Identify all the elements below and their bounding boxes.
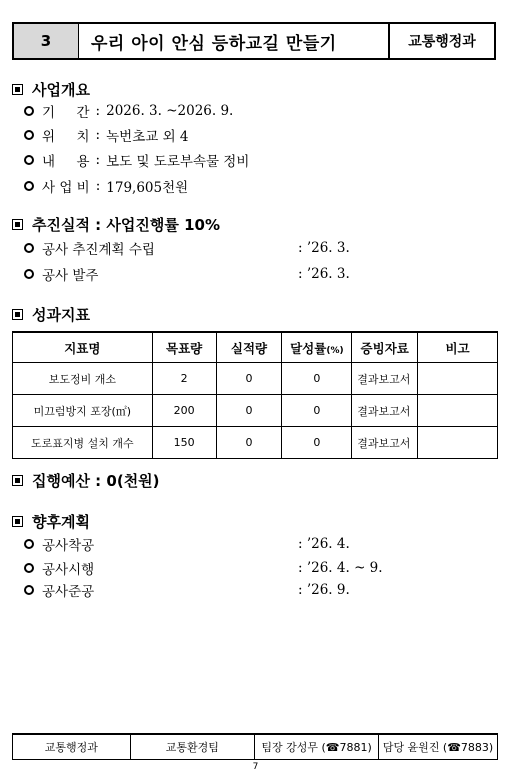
cell-actual: 0 [216,395,282,427]
cell-rate: 0 [282,427,352,459]
col-header-actual: 실적량 [216,332,282,363]
section-plan-heading: 향후계획 [12,511,90,532]
table-header-row [13,332,498,363]
cell-name: 도로표지병 설치 개수 [13,427,153,459]
overview-item: 내 용 : 보도 및 도로부속물 정비 [24,150,249,170]
circle-bullet-icon [24,181,34,191]
col-header-name: 지표명 [13,332,153,363]
cell-note [418,427,498,459]
footer-row [13,734,498,760]
cell-note [418,395,498,427]
cell-rate: 0 [282,363,352,395]
section-budget-heading: 집행예산 : 0(천원) [12,470,160,491]
footer-team-lead: 팀장 강성무 (☎7881) [255,734,379,760]
table-row [13,395,498,427]
section-overview-heading: 사업개요 [12,79,90,100]
circle-bullet-icon [24,269,34,279]
square-bullet-icon [12,516,23,527]
section-progress-heading: 추진실적 : 사업진행률 10% [12,214,220,235]
cell-name: 보도정비 개소 [13,363,153,395]
progress-item: 공사 발주 : ’26. 3. [24,264,98,284]
cell-evidence: 결과보고서 [352,363,418,395]
contact-footer [12,733,498,760]
cell-target: 200 [152,395,216,427]
overview-item: 기 간 : 2026. 3. ~2026. 9. [24,101,233,121]
col-header-evidence: 증빙자료 [352,332,418,363]
cell-evidence: 결과보고서 [352,395,418,427]
page-title: 우리 아이 안심 등하교길 만들기 [91,33,337,54]
square-bullet-icon [12,219,23,230]
circle-bullet-icon [24,243,34,253]
section-number: 3 [14,24,79,58]
square-bullet-icon [12,84,23,95]
cell-target: 150 [152,427,216,459]
footer-dept: 교통행정과 [13,734,131,760]
cell-actual: 0 [216,363,282,395]
plan-item: 공사준공 : ’26. 9. [24,580,94,600]
department-label: 교통행정과 [388,24,494,58]
circle-bullet-icon [24,585,34,595]
circle-bullet-icon [24,130,34,140]
plan-item: 공사착공 : ’26. 4. [24,534,94,554]
footer-team: 교통환경팀 [130,734,255,760]
square-bullet-icon [12,309,23,320]
col-header-rate: 달성률(%) [282,332,352,363]
table-row [13,427,498,459]
cell-name: 미끄럼방지 포장(㎡) [13,395,153,427]
cell-note [418,363,498,395]
col-header-note: 비고 [418,332,498,363]
circle-bullet-icon [24,539,34,549]
footer-staff: 담당 윤원진 (☎7883) [379,734,498,760]
progress-item: 공사 추진계획 수립 : ’26. 3. [24,238,155,258]
circle-bullet-icon [24,106,34,116]
overview-item: 사 업 비 : 179,605천원 [24,176,188,196]
col-header-target: 목표량 [152,332,216,363]
circle-bullet-icon [24,563,34,573]
kpi-table [12,331,498,459]
cell-rate: 0 [282,395,352,427]
cell-evidence: 결과보고서 [352,427,418,459]
cell-target: 2 [152,363,216,395]
plan-item: 공사시행 : ’26. 4. ~ 9. [24,558,94,578]
overview-item: 위 치 : 녹번초교 외 4 [24,125,189,145]
title-bar [12,22,496,60]
circle-bullet-icon [24,155,34,165]
table-row [13,363,498,395]
square-bullet-icon [12,475,23,486]
page-number: 7 [252,762,259,772]
section-kpi-heading: 성과지표 [12,304,90,325]
cell-actual: 0 [216,427,282,459]
